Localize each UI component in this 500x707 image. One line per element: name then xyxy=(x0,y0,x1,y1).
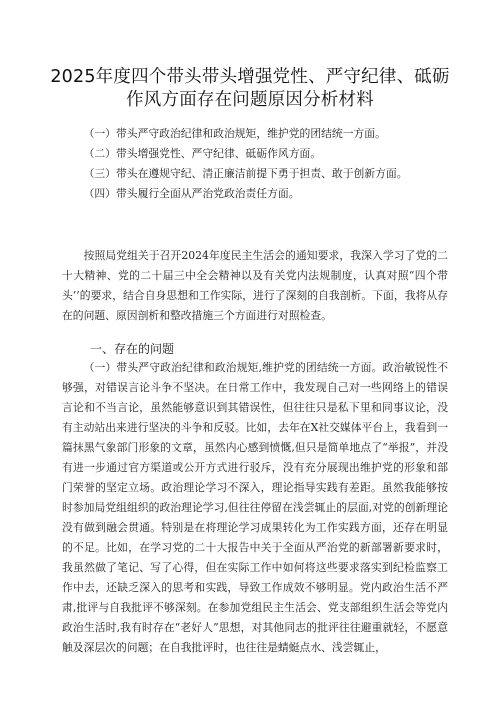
outline-item-3: （三）带头在遵规守纪、清正廉洁前提下勇于担责、敢于创新方面。 xyxy=(83,167,408,180)
document-title xyxy=(40,66,460,112)
section-body xyxy=(62,358,448,658)
outline-item-1: （一）带头严守政治纪律和政治规矩，维护党的团结统一方面。 xyxy=(83,127,386,140)
intro-paragraph: 按照局党组关于召开2024年度民主生活会的通知要求，我深入学习了党的二十大精神、党的二十届三中全会精神以及有关党内法规制度，认真对照“四个带头’’的要求，结合自身思想和工作实际，进行了深刻的自我剖析。下面，我将从存在的问题、原因剖析和整改措施三个方面进行对照检查。 xyxy=(62,249,448,322)
section-heading: 一、存在的问题 xyxy=(90,342,175,356)
title-line-2: 作风方面存在问题原因分析材料 xyxy=(126,90,374,110)
outline-item-2: （二）带头增强党性、严守纪律、砥砺作风方面。 xyxy=(83,147,322,160)
title-line-1: 2025年度四个带头带头增强党性、严守纪律、砥砺 xyxy=(50,67,450,87)
body-paragraph: （一）带头严守政治纪律和政治规矩,维护党的团结统一方面。政治敏锐性不够强，对错误言论斗争不坚决。在日常工作中，我发现自己对一些网络上的错误言论和不当言论，虽然能够意识到其错误性，但往往只是私下里和同事议论，没有主动站出来进行坚决的斗争和反驳。比如，去年在X社交媒体平台上，我看到一篇抹黑气象部门形象的文章，虽然内心感到愤慨,但只是简单地点了“举报”，并没有进一步通过官方渠道或公开方式进行驳斥，没有充分展现出维护党的形象和部门荣誉的坚定立场。政治理论学习不深入，理论指导实践有差距。虽然我能够按时参加局党组组织的政治理论学习,但往往停留在浅尝辄止的层面,对党的创新理论没有做到融会贯通。特别是在将理论学习成果转化为工作实践方面，还存在明显的不足。比如，在学习党的二十大报告中关于全面从严治党的新部署新要求时，我虽然做了笔记、写了心得，但在实际工作中如何将这些要求落实到纪检监察工作中去，还缺乏深入的思考和实践，导致工作成效不够明显。党内政治生活不严肃,批评与自我批评不够深刻。在参加党组民主生活会、党支部组织生活会等党内政治生活时,我有时存在“老好人”思想，对其他同志的批评往往避重就轻，不愿意触及深层次的问题；在自我批评时，也往往是蜻蜓点水、浅尝辄止， xyxy=(62,361,448,654)
intro-section xyxy=(62,246,448,326)
outline-item-4: （四）带头履行全面从严治党政治责任方面。 xyxy=(83,187,300,200)
outline-list xyxy=(62,124,448,204)
